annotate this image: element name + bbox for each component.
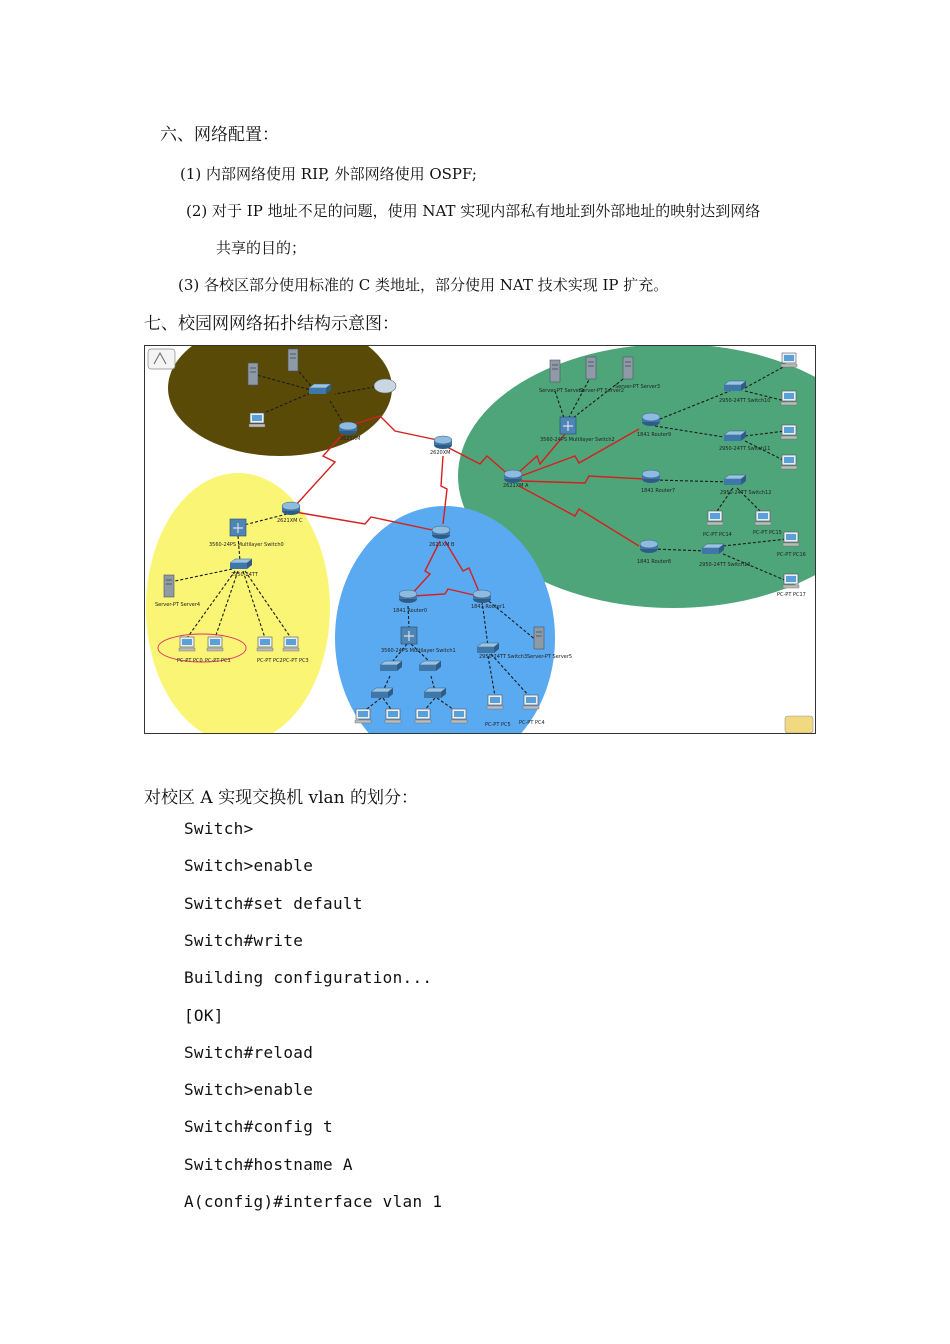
label-pc17: PC-PT PC17 [777,592,806,598]
router-icon[interactable] [339,422,357,435]
pc-icon[interactable] [783,574,799,588]
switch-icon[interactable] [371,688,393,698]
pc-icon[interactable] [781,353,797,367]
pc-icon[interactable] [781,425,797,439]
multilayer-switch-icon[interactable] [560,417,576,434]
label-pc1: PC-PT PC1 [205,658,231,664]
label-pc4: PC-PT PC4 [519,720,545,726]
switch-icon[interactable] [380,661,402,671]
router-icon[interactable] [642,413,660,426]
section6-heading: 六、网络配置： [160,125,279,145]
pc-icon[interactable] [487,695,503,709]
label-router-top: 2621XM [340,436,361,442]
switch-icon[interactable] [724,475,746,485]
label-router-b: 2621XM B [429,542,455,548]
label-server-a3: Server-PT Server3 [615,384,661,390]
pc-icon[interactable] [283,637,299,651]
multilayer-switch-icon[interactable] [230,519,246,536]
vlan-intro: 对校区 A 实现交换机 vlan 的划分： [144,788,419,808]
label-server-a1: Server-PT Server1 [539,388,585,394]
label-router8: 1841 Router8 [637,559,672,565]
label-pc16: PC-PT PC16 [777,552,806,558]
folder-icon[interactable] [785,716,813,733]
vlan-command-line: Switch> [184,819,254,838]
vlan-command-line: Switch#write [184,930,304,950]
section7-heading: 七、校园网网络拓扑结构示意图： [144,314,399,334]
label-router1: 1841 Router1 [471,604,506,610]
vlan-command-line: Building configuration... [184,968,433,988]
pc-icon[interactable] [707,511,723,525]
switch-icon[interactable] [477,643,499,653]
label-pc3: PC-PT PC3 [283,658,309,664]
label-pc14: PC-PT PC14 [703,532,732,538]
vlan-command-line: [OK] [184,1005,224,1025]
switch-icon[interactable] [724,431,746,441]
label-server-c: Server-PT Server4 [155,602,201,608]
label-pc2: PC-PT PC2 [257,658,283,664]
switch-icon[interactable] [424,688,446,698]
vlan-command-line: Switch#set default [184,893,363,913]
label-switch-b3: 2950-24TT Switch3 [479,654,528,660]
label-pc0: PC-PT PC0 [177,658,203,664]
section6-item-2-cont: 共享的目的； [216,239,307,257]
server-icon[interactable] [534,627,544,649]
label-router-a: 2621XM A [503,483,529,489]
vlan-command-line: Switch>enable [184,1080,314,1100]
network-topology-diagram [144,345,816,734]
pc-icon[interactable] [523,695,539,709]
server-icon[interactable] [550,360,560,382]
switch-icon[interactable] [309,384,331,394]
router-icon[interactable] [432,526,450,539]
label-switch13: 2950-24TT Switch13 [699,562,751,568]
label-mls-c: 3560-24PS Multilayer Switch0 [209,542,284,548]
label-router7: 1841 Router7 [641,488,676,494]
label-pc15: PC-PT PC15 [753,530,782,536]
pc-icon[interactable] [179,637,195,651]
pc-icon[interactable] [755,511,771,525]
router-icon[interactable] [504,470,522,483]
vlan-command-line: Switch#reload [184,1042,314,1062]
section6-item-2: (2) 对于 IP 地址不足的问题，使用 NAT 实现内部私有地址到外部地址的映射达到网络 [186,202,761,220]
label-switch12: 2950-24TT Switch12 [720,490,772,496]
router-icon[interactable] [473,590,491,603]
vlan-command-line: Switch>enable [184,856,314,876]
router-icon[interactable] [434,436,452,449]
label-server-a2: Server-PT Server2 [579,388,625,394]
vlan-command-line: Switch#config t [184,1117,333,1137]
server-icon[interactable] [248,363,258,385]
switch-icon[interactable] [419,661,441,671]
label-mls-b: 3560-24PS Multilayer Switch1 [381,648,456,654]
pc-icon[interactable] [781,455,797,469]
label-router0: 1841 Router0 [393,608,428,614]
server-icon[interactable] [288,349,298,371]
vlan-command-line: Switch#hostname A [184,1154,353,1174]
label-mls-a: 3560-24PS Multilayer Switch2 [540,437,615,443]
label-router-isp: 2620XM [430,450,451,456]
router-icon[interactable] [640,540,658,553]
pc-icon[interactable] [257,637,273,651]
label-router-c: 2621XM C [277,518,303,524]
section6-item-1: (1) 内部网络使用 RIP, 外部网络使用 OSPF; [180,165,477,183]
switch-icon[interactable] [230,559,252,569]
pc-icon[interactable] [415,709,431,723]
label-switch11: 2950-24TT Switch11 [719,446,771,452]
section6-item-3: (3) 各校区部分使用标准的 C 类地址，部分使用 NAT 技术实现 IP 扩充。 [178,276,669,294]
label-switch-c: 2950-24TT [231,572,258,578]
switch-icon[interactable] [702,544,724,554]
server-icon[interactable] [164,575,174,597]
server-icon[interactable] [623,357,633,379]
server-icon[interactable] [586,357,596,379]
router-icon[interactable] [399,590,417,603]
pc-icon[interactable] [451,709,467,723]
label-switch10: 2950-24TT Switch10 [719,398,771,404]
multilayer-switch-icon[interactable] [401,627,417,644]
cloud-icon[interactable] [374,379,396,393]
pc-icon[interactable] [207,637,223,651]
router-icon[interactable] [282,502,300,515]
pc-icon[interactable] [249,413,265,427]
label-pc5: PC-PT PC5 [485,722,511,728]
switch-icon[interactable] [724,381,746,391]
router-icon[interactable] [642,470,660,483]
pc-icon[interactable] [783,532,799,546]
pc-icon[interactable] [781,391,797,405]
label-router9: 1841 Router9 [637,432,672,438]
pc-icon[interactable] [355,709,371,723]
pc-icon[interactable] [385,709,401,723]
note-tool-icon[interactable] [148,349,175,369]
vlan-command-line: A(config)#interface vlan 1 [184,1192,443,1211]
label-server-b: Server-PT Server5 [527,654,573,660]
